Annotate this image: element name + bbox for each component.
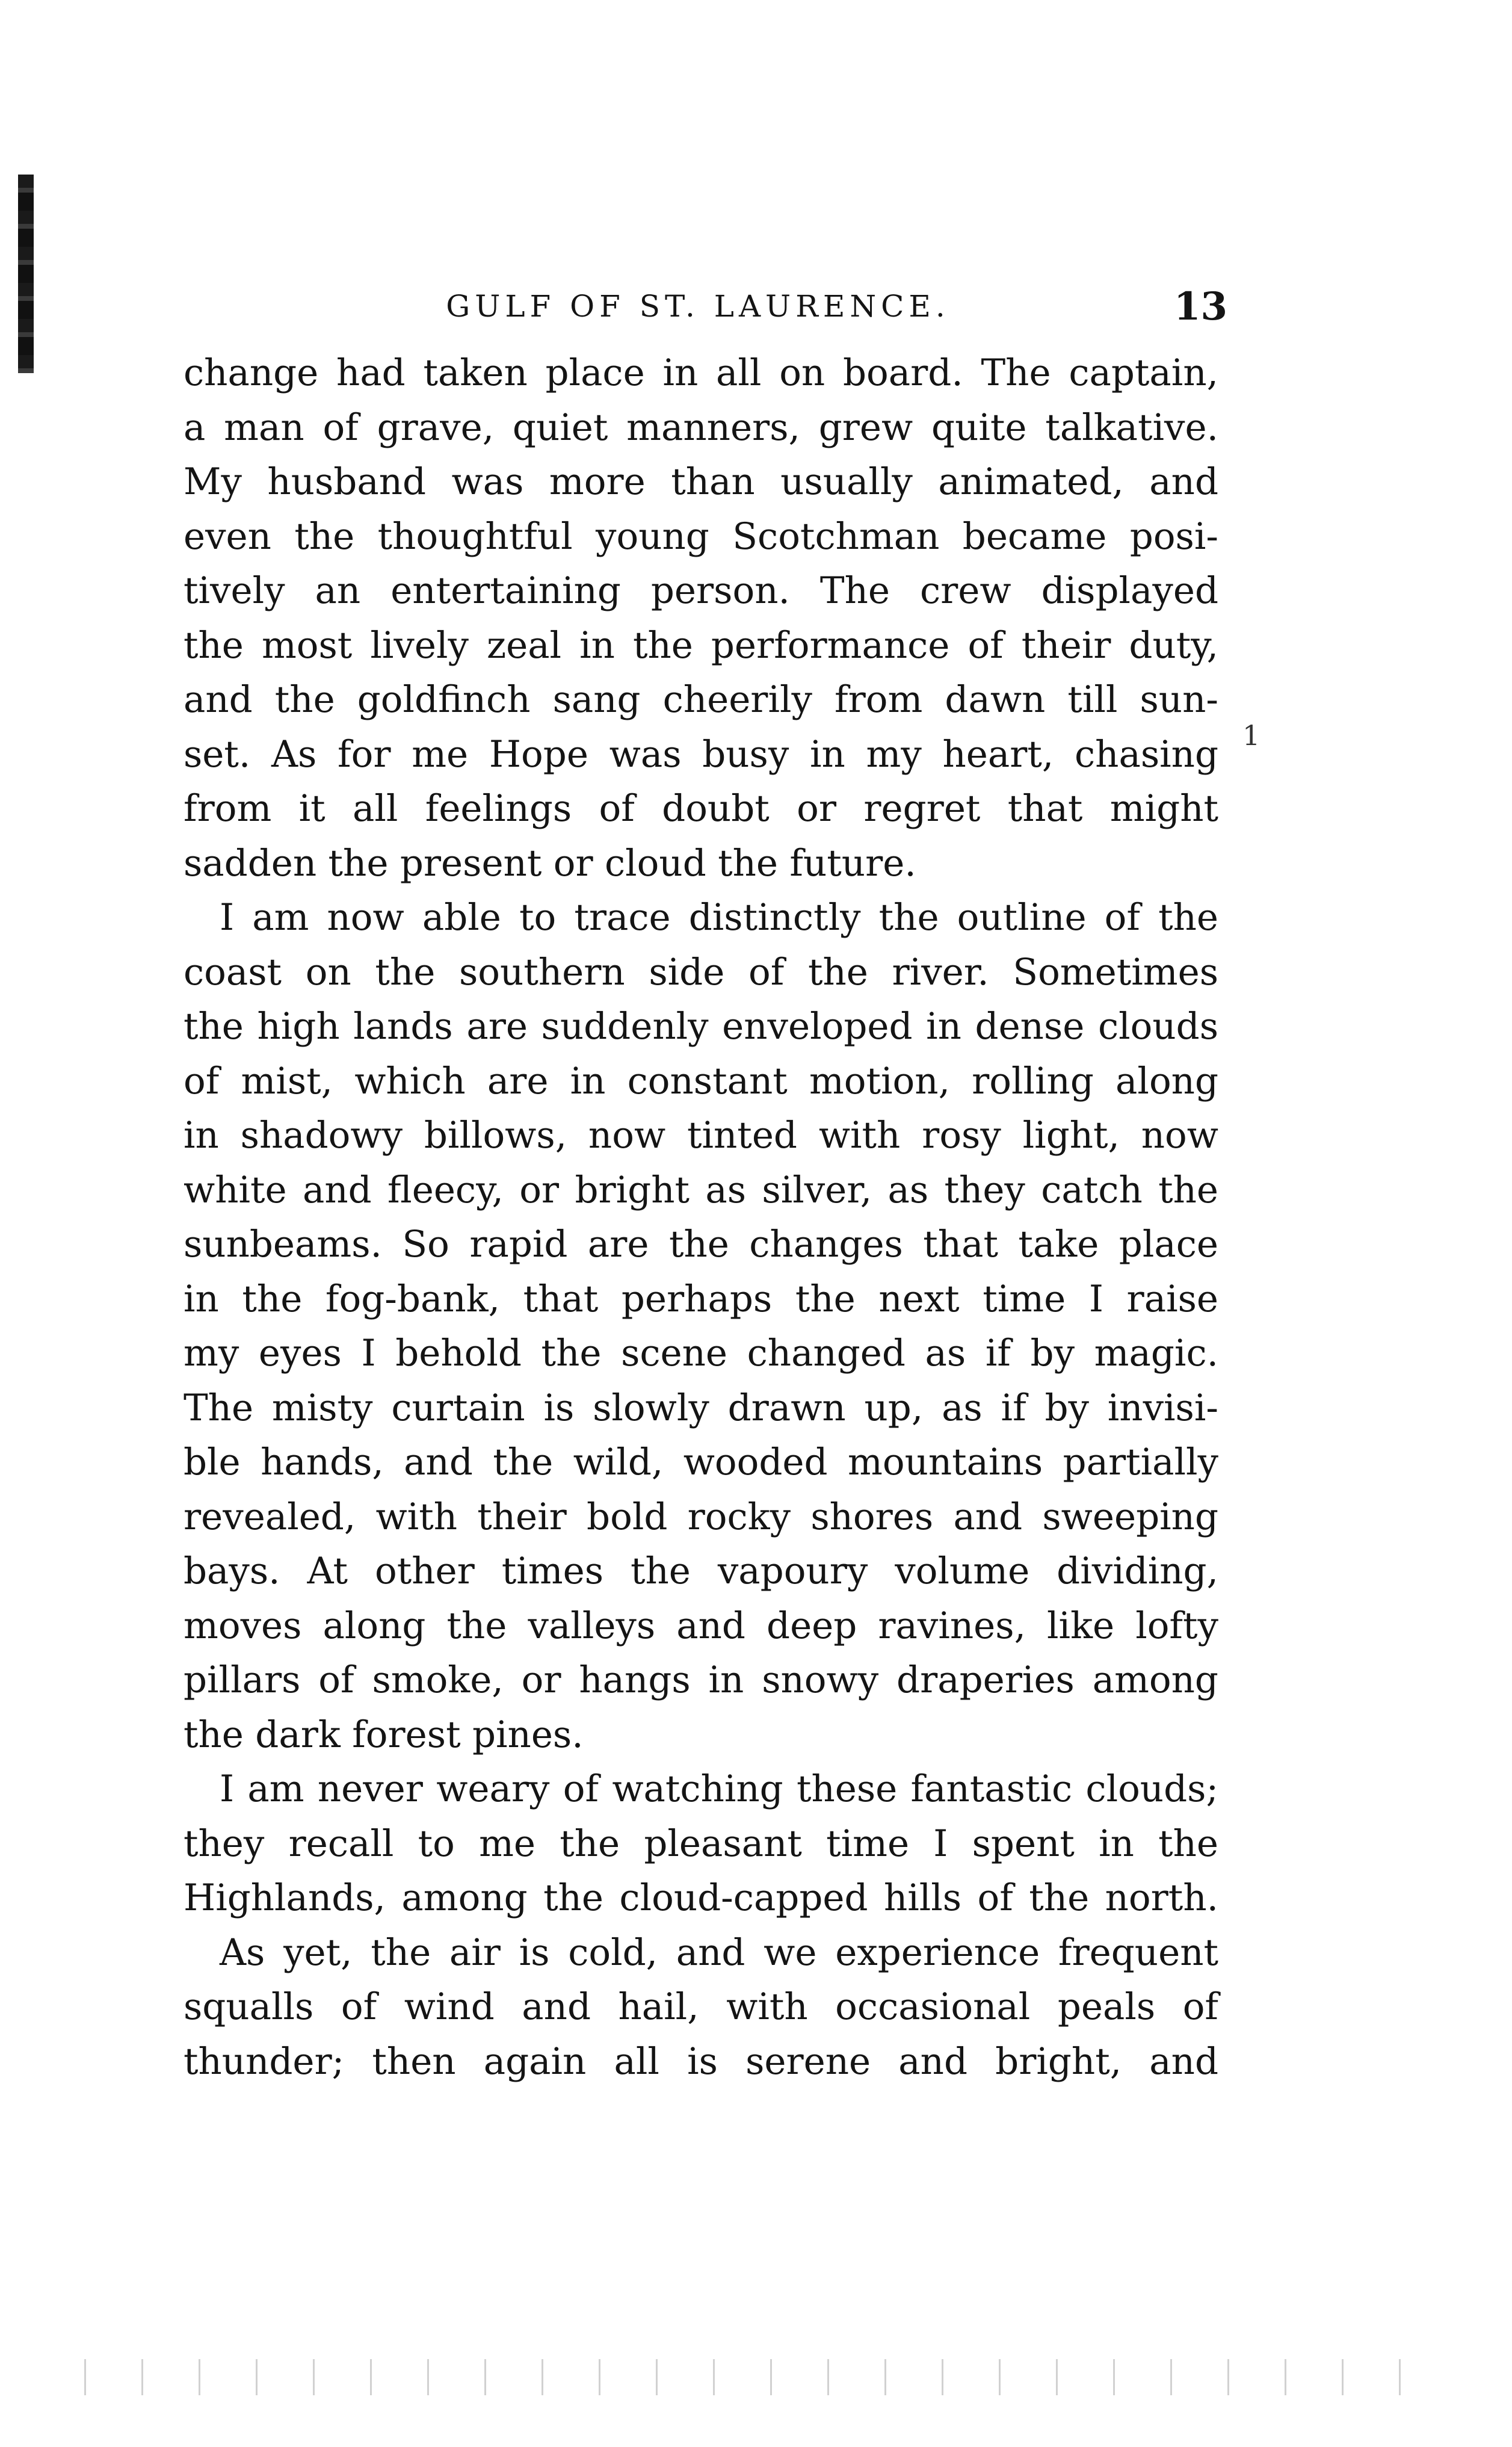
paragraph-3	[184, 1762, 1218, 1926]
margin-note: 1	[1242, 719, 1261, 752]
text-line: thunder; then again all is serene and bright, and	[184, 2040, 1218, 2083]
text-line: from it all feelings of doubt or regret that might	[184, 787, 1218, 830]
text-line: a man of grave, quiet manners, grew quite talkative.	[184, 406, 1218, 449]
text-line: in shadowy billows, now tinted with rosy light, now	[184, 1114, 1218, 1157]
text-line: the dark forest pines.	[184, 1713, 584, 1756]
text-line: tively an entertaining person. The crew displayed	[184, 569, 1218, 612]
text-line: of mist, which are in constant motion, rolling along	[184, 1059, 1218, 1103]
text-line: sunbeams. So rapid are the changes that take place	[184, 1223, 1218, 1266]
text-line: change had taken place in all on board. The captain,	[184, 351, 1218, 394]
text-line: and the goldfinch sang cheerily from dawn till sun-	[184, 678, 1218, 721]
text-line: even the thoughtful young Scotchman became posi-	[184, 515, 1218, 558]
page-number: 13	[1173, 284, 1227, 329]
text-line: my eyes I behold the scene changed as if by magic.	[184, 1332, 1218, 1375]
text-line: squalls of wind and hail, with occasional peals of	[184, 1985, 1218, 2028]
text-line: bays. At other times the vapoury volume dividing,	[184, 1550, 1218, 1592]
text-line: white and fleecy, or bright as silver, as they catch the	[184, 1168, 1218, 1211]
text-line: Highlands, among the cloud-capped hills of the north.	[184, 1876, 1218, 1919]
text-line: in the fog-bank, that perhaps the next time I raise	[184, 1277, 1218, 1320]
running-head	[397, 284, 1227, 337]
text-line: the high lands are suddenly enveloped in dense clouds	[184, 1005, 1218, 1048]
text-line: the most lively zeal in the performance of their duty,	[184, 623, 1218, 667]
binding-edge-mark	[18, 175, 34, 373]
body-text	[184, 346, 1218, 2089]
text-line: As yet, the air is cold, and we experience frequent	[220, 1931, 1218, 1974]
text-line: revealed, with their bold rocky shores and sweeping	[184, 1495, 1218, 1538]
text-line: I am never weary of watching these fantastic clouds;	[220, 1768, 1218, 1810]
running-head-title: GULF OF ST. LAURENCE.	[446, 289, 950, 324]
paragraph-1	[184, 346, 1218, 891]
text-line: coast on the southern side of the river. Sometimes	[184, 950, 1218, 994]
text-line: My husband was more than usually animated, and	[184, 460, 1218, 503]
paragraph-4	[184, 1926, 1218, 2090]
text-line: I am now able to trace distinctly the outline of the	[220, 896, 1218, 939]
text-line: moves along the valleys and deep ravines, like lofty	[184, 1604, 1218, 1647]
scan-specks	[60, 2359, 1444, 2395]
text-line: sadden the present or cloud the future.	[184, 841, 916, 885]
text-line: they recall to me the pleasant time I spent in the	[184, 1822, 1218, 1865]
text-line: set. As for me Hope was busy in my heart, chasing	[184, 732, 1218, 776]
text-line: The misty curtain is slowly drawn up, as if by invisi-	[184, 1386, 1218, 1429]
text-line: ble hands, and the wild, wooded mountains partially	[184, 1441, 1218, 1483]
text-line: pillars of smoke, or hangs in snowy draperies among	[184, 1659, 1218, 1701]
paragraph-2	[184, 891, 1218, 1762]
